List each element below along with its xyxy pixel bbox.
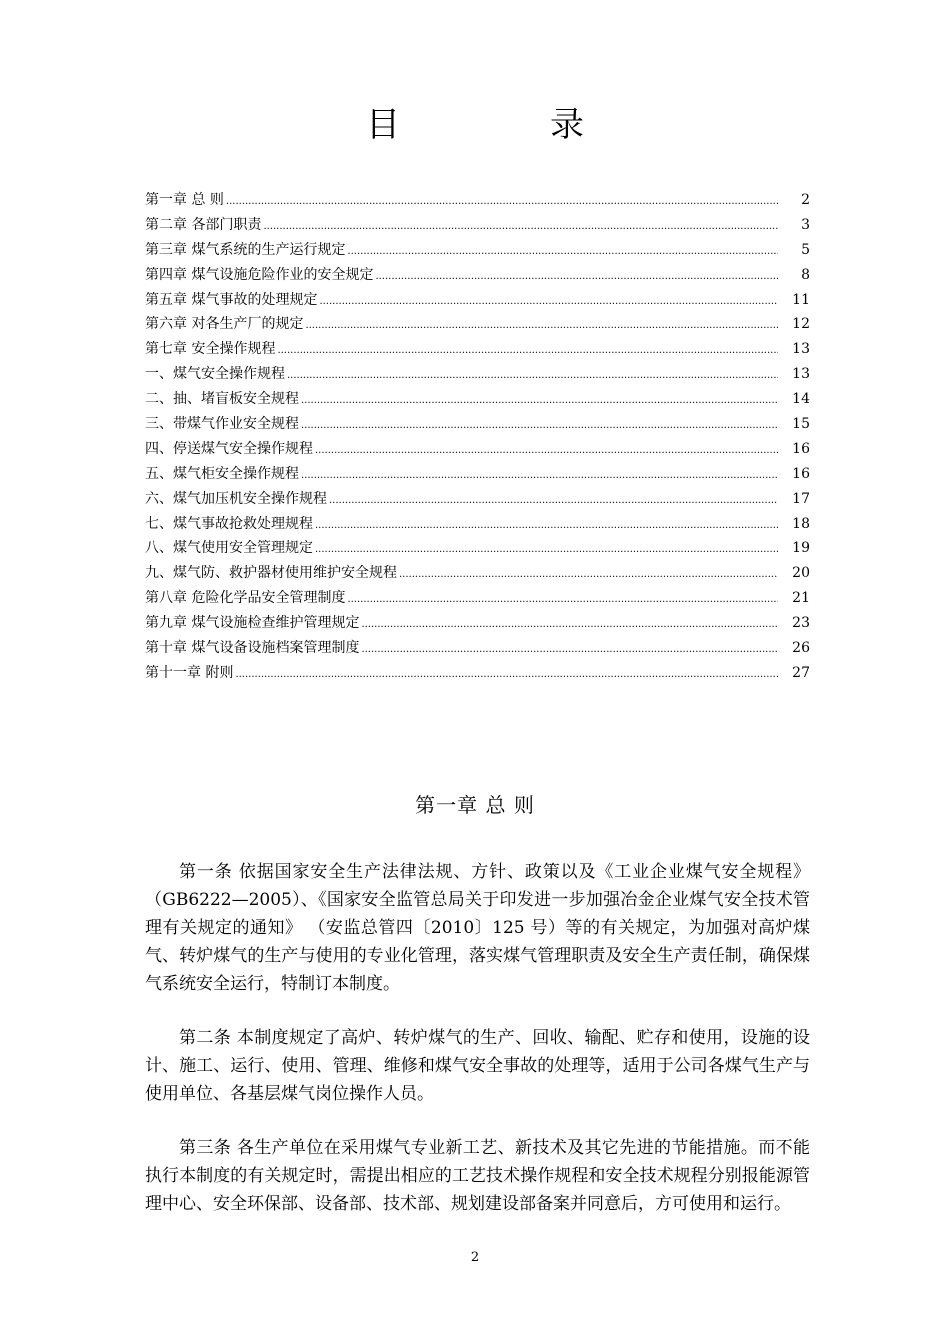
toc-entry-page: 16 bbox=[792, 440, 810, 457]
toc-entry-label: 七、煤气事故抢救处理规程 bbox=[145, 515, 313, 532]
toc-entry-label: 第六章 对各生产厂的规定 bbox=[145, 316, 304, 333]
toc-entry[interactable] bbox=[145, 512, 810, 537]
toc-leader-dots bbox=[287, 362, 778, 387]
toc-entry[interactable] bbox=[145, 661, 810, 686]
toc-entry[interactable] bbox=[145, 213, 810, 238]
toc-entry-label: 第十章 煤气设备设施档案管理制度 bbox=[145, 640, 360, 657]
toc-title: 目 录 bbox=[366, 105, 642, 145]
toc-entry-page: 11 bbox=[792, 291, 810, 308]
article-paragraph: 第二条 本制度规定了高炉、转炉煤气的生产、回收、输配、贮存和使用，设施的设计、施工、运行、使用、管理、维修和煤气安全事故的处理等，适用于公司各煤气生产与使用单位、各基层煤气岗位操作人员。 bbox=[145, 1028, 810, 1104]
toc-entry-page: 13 bbox=[792, 341, 810, 358]
toc-entry-label: 一、煤气安全操作规程 bbox=[145, 366, 285, 383]
toc-leader-dots bbox=[235, 661, 778, 686]
toc-entry-label: 第一章 总 则 bbox=[145, 192, 224, 208]
toc-leader-dots bbox=[329, 487, 778, 512]
toc-entry-page: 2 bbox=[801, 192, 810, 208]
toc-entry-page: 3 bbox=[801, 216, 810, 233]
toc-entry-page: 15 bbox=[792, 416, 810, 433]
toc-entry-label: 第八章 危险化学品安全管理制度 bbox=[145, 590, 346, 607]
toc-entry-page: 14 bbox=[792, 391, 810, 408]
toc-entry[interactable] bbox=[145, 636, 810, 661]
toc-entry[interactable] bbox=[145, 586, 810, 611]
toc-leader-dots bbox=[263, 213, 778, 238]
toc-entry-label: 第十一章 附则 bbox=[145, 664, 234, 681]
toc-entry-page: 23 bbox=[792, 615, 810, 632]
toc-entry-label: 第七章 安全操作规程 bbox=[145, 341, 276, 358]
toc-entry-page: 20 bbox=[792, 565, 810, 582]
toc-entry[interactable] bbox=[145, 487, 810, 512]
toc-entry[interactable] bbox=[145, 288, 810, 313]
toc-entry-page: 12 bbox=[792, 316, 810, 333]
toc-entry[interactable] bbox=[145, 536, 810, 561]
toc-entry-label: 第四章 煤气设施危险作业的安全规定 bbox=[145, 266, 374, 283]
toc-entry-page: 13 bbox=[792, 366, 810, 383]
toc-entry-label: 六、煤气加压机安全操作规程 bbox=[145, 490, 327, 507]
table-of-contents bbox=[145, 188, 810, 686]
toc-entry[interactable] bbox=[145, 462, 810, 487]
toc-entry[interactable] bbox=[145, 238, 810, 263]
toc-entry-page: 19 bbox=[792, 540, 810, 557]
page-number: 2 bbox=[470, 1250, 480, 1265]
toc-entry-page: 21 bbox=[792, 590, 810, 607]
toc-leader-dots bbox=[301, 387, 778, 412]
toc-entry[interactable] bbox=[145, 611, 810, 636]
toc-leader-dots bbox=[315, 536, 778, 561]
toc-leader-dots bbox=[226, 188, 778, 213]
toc-entry-label: 五、煤气柜安全操作规程 bbox=[145, 465, 299, 482]
toc-entry[interactable] bbox=[145, 387, 810, 412]
toc-leader-dots bbox=[347, 586, 778, 611]
toc-leader-dots bbox=[315, 512, 778, 537]
toc-entry[interactable] bbox=[145, 437, 810, 462]
toc-entry[interactable] bbox=[145, 263, 810, 288]
toc-leader-dots bbox=[315, 437, 778, 462]
toc-entry[interactable] bbox=[145, 312, 810, 337]
toc-entry-page: 26 bbox=[792, 640, 810, 657]
toc-entry-page: 5 bbox=[801, 241, 810, 258]
toc-leader-dots bbox=[375, 263, 778, 288]
toc-leader-dots bbox=[305, 312, 778, 337]
toc-leader-dots bbox=[361, 636, 778, 661]
toc-entry-label: 四、停送煤气安全操作规程 bbox=[145, 440, 313, 457]
toc-entry-label: 第二章 各部门职责 bbox=[145, 216, 262, 233]
toc-leader-dots bbox=[301, 412, 778, 437]
toc-leader-dots bbox=[277, 337, 778, 362]
toc-entry-label: 第九章 煤气设施检查维护管理规定 bbox=[145, 615, 360, 632]
toc-entry[interactable] bbox=[145, 561, 810, 586]
toc-entry-page: 18 bbox=[792, 515, 810, 532]
toc-entry-page: 8 bbox=[801, 266, 810, 283]
article-paragraph: 第三条 各生产单位在采用煤气专业新工艺、新技术及其它先进的节能措施。而不能执行本制度的有关规定时，需提出相应的工艺技术操作规程和安全技术规程分别报能源管理中心、安全环保部、设备部、技术部、规划建设部备案并同意后，方可使用和运行。 bbox=[145, 1138, 810, 1214]
toc-entry-label: 第三章 煤气系统的生产运行规定 bbox=[145, 241, 346, 258]
toc-leader-dots bbox=[399, 561, 778, 586]
toc-leader-dots bbox=[347, 238, 778, 263]
toc-entry-label: 九、煤气防、救护器材使用维护安全规程 bbox=[145, 565, 397, 582]
toc-entry[interactable] bbox=[145, 362, 810, 387]
toc-entry-page: 27 bbox=[792, 664, 810, 681]
chapter-body bbox=[145, 858, 810, 1244]
toc-entry-label: 八、煤气使用安全管理规定 bbox=[145, 540, 313, 557]
toc-entry-page: 17 bbox=[792, 490, 810, 507]
toc-entry-label: 第五章 煤气事故的处理规定 bbox=[145, 291, 318, 308]
toc-leader-dots bbox=[319, 288, 778, 313]
toc-leader-dots bbox=[361, 611, 778, 636]
toc-entry[interactable] bbox=[145, 412, 810, 437]
chapter-title: 第一章 总 则 bbox=[415, 793, 535, 817]
article-paragraph: 第一条 依据国家安全生产法律法规、方针、政策以及《工业企业煤气安全规程》（GB6222—2005）、《国家安全监管总局关于印发进一步加强冶金企业煤气安全技术管理有关规定的通知》 （安监总管四〔2010〕125 号）等的有关规定，为加强对高炉煤气、转炉煤气的生产与使用的专业化管理，落实煤气管理职责及安全生产责任制，确保煤气系统安全运行，特制订本制度。 bbox=[145, 862, 810, 994]
toc-entry-page: 16 bbox=[792, 465, 810, 482]
toc-entry-label: 二、抽、堵盲板安全规程 bbox=[145, 391, 299, 408]
toc-entry-label: 三、带煤气作业安全规程 bbox=[145, 416, 299, 433]
toc-entry[interactable] bbox=[145, 188, 810, 213]
toc-leader-dots bbox=[301, 462, 778, 487]
toc-entry[interactable] bbox=[145, 337, 810, 362]
